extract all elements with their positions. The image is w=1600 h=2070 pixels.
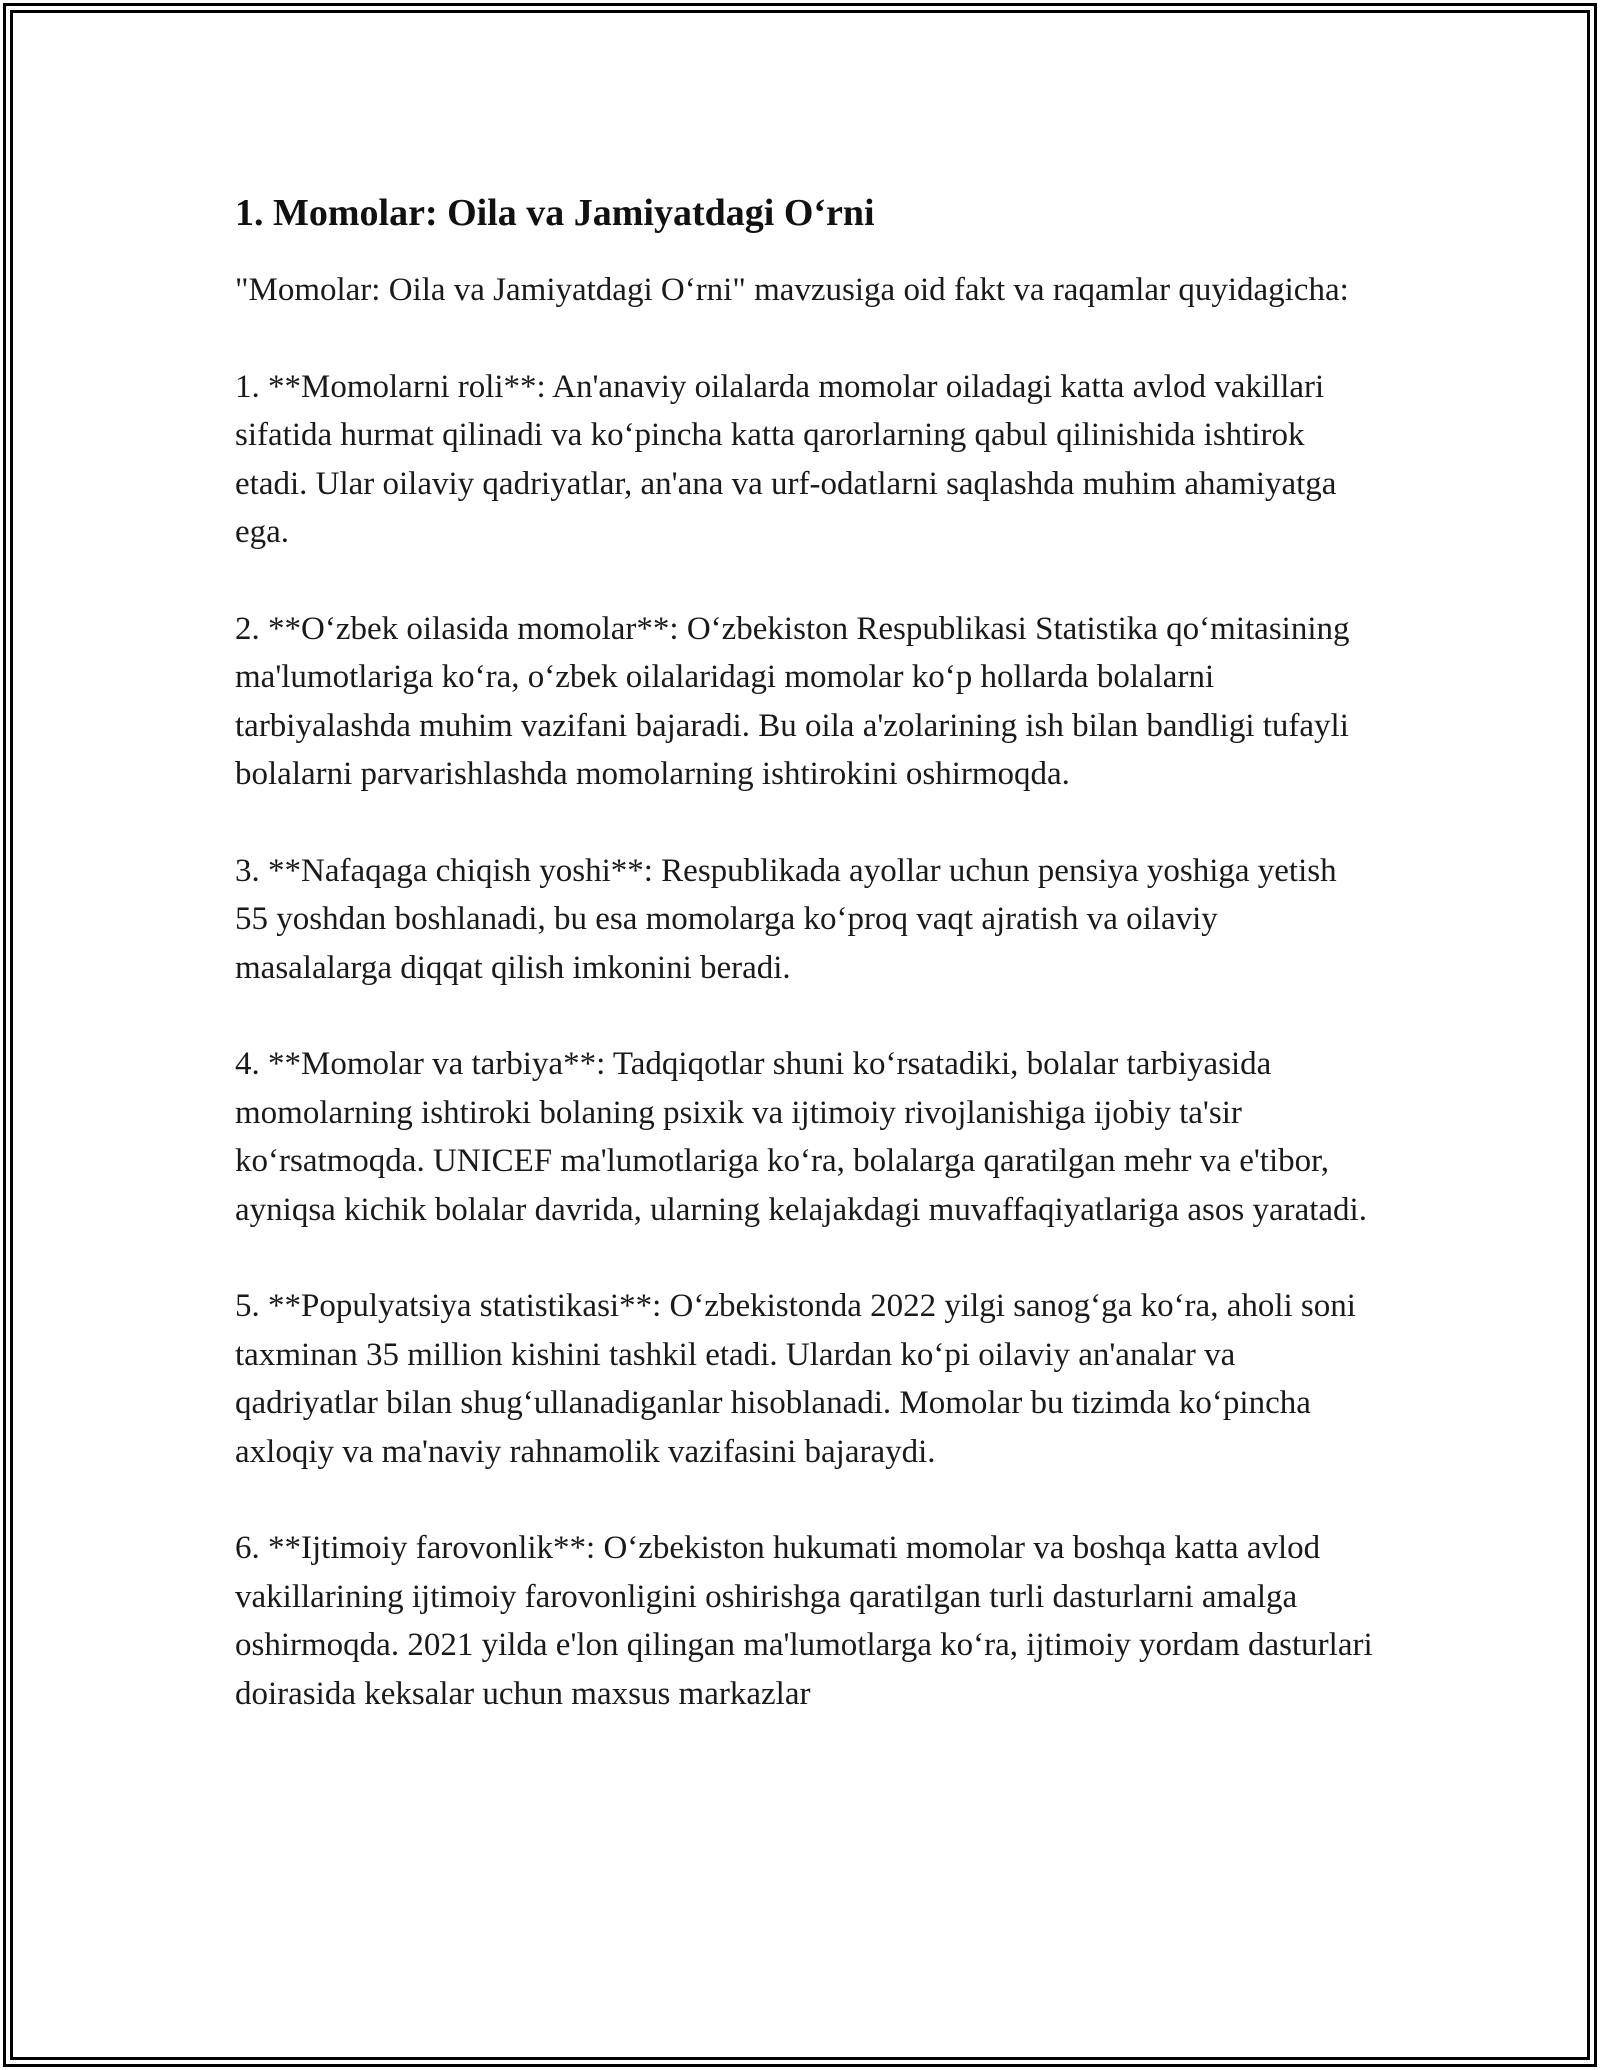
document-title: 1. Momolar: Oila va Jamiyatdagi O‘rni: [235, 192, 875, 234]
paragraph-momolarni-roli: 1. **Momolarni roli**: An'anaviy oilalarda momolar oiladagi katta avlod vakillari sifatida hurmat qilinadi va ko‘pincha katta qarorlarning qabul qilinishida ishtirok etadi. Ular oilaviy qadriyatlar, an'ana va urf-odatlarni saqlashda muhim ahamiyatga ega.: [235, 368, 1337, 550]
paragraph-ijtimoiy-farovonlik: 6. **Ijtimoiy farovonlik**: O‘zbekiston hukumati momolar va boshqa katta avlod vakillarining ijtimoiy farovonligini oshirishga qaratilgan turli dasturlarni amalga oshirmoqda. 2021 yilda e'lon qilingan ma'lumotlarga ko‘ra, ijtimoiy yordam dasturlari doirasida keksalar uchun maxsus markazlar: [235, 1530, 1373, 1712]
paragraph-momolar-va-tarbiya: 4. **Momolar va tarbiya**: Tadqiqotlar shuni ko‘rsatadiki, bolalar tarbiyasida momolarning ishtiroki bolaning psixik va ijtimoiy rivojlanishiga ijobiy ta'sir ko‘rsatmoqda. UNICEF ma'lumotlariga ko‘ra, bolalarga qaratilgan mehr va e'tibor, ayniqsa kichik bolalar davrida, ularning kelajakdagi muvaffaqiyatlariga asos yaratadi.: [235, 1046, 1367, 1228]
paragraph-populyatsiya-statistikasi: 5. **Populyatsiya statistikasi**: O‘zbekistonda 2022 yilgi sanog‘ga ko‘ra, aholi soni taxminan 35 million kishini tashkil etadi. Ulardan ko‘pi oilaviy an'analar va qadriyatlar bilan shug‘ullanadiganlar hisoblanadi. Momolar bu tizimda ko‘pincha axloqiy va ma'naviy rahnamolik vazifasini bajaraydi.: [235, 1288, 1356, 1470]
paragraph-ozbek-oilasida-momolar: 2. **O‘zbek oilasida momolar**: O‘zbekiston Respublikasi Statistika qo‘mitasining ma'lumotlariga ko‘ra, o‘zbek oilalaridagi momolar ko‘p hollarda bolalarni tarbiyalashda muhim vazifani bajaradi. Bu oila a'zolarining ish bilan bandligi tufayli bolalarni parvarishlashda momolarning ishtirokini oshirmoqda.: [235, 610, 1350, 792]
document-body: [235, 186, 1375, 1718]
paragraph-nafaqaga-chiqish-yoshi: 3. **Nafaqaga chiqish yoshi**: Respublikada ayollar uchun pensiya yoshiga yetish 55 yoshdan boshlanadi, bu esa momolarga ko‘proq vaqt ajratish va oilaviy masalalarga diqqat qilish imkonini beradi.: [235, 852, 1337, 986]
intro-paragraph: "Momolar: Oila va Jamiyatdagi O‘rni" mavzusiga oid fakt va raqamlar quyidagicha:: [235, 272, 1349, 308]
